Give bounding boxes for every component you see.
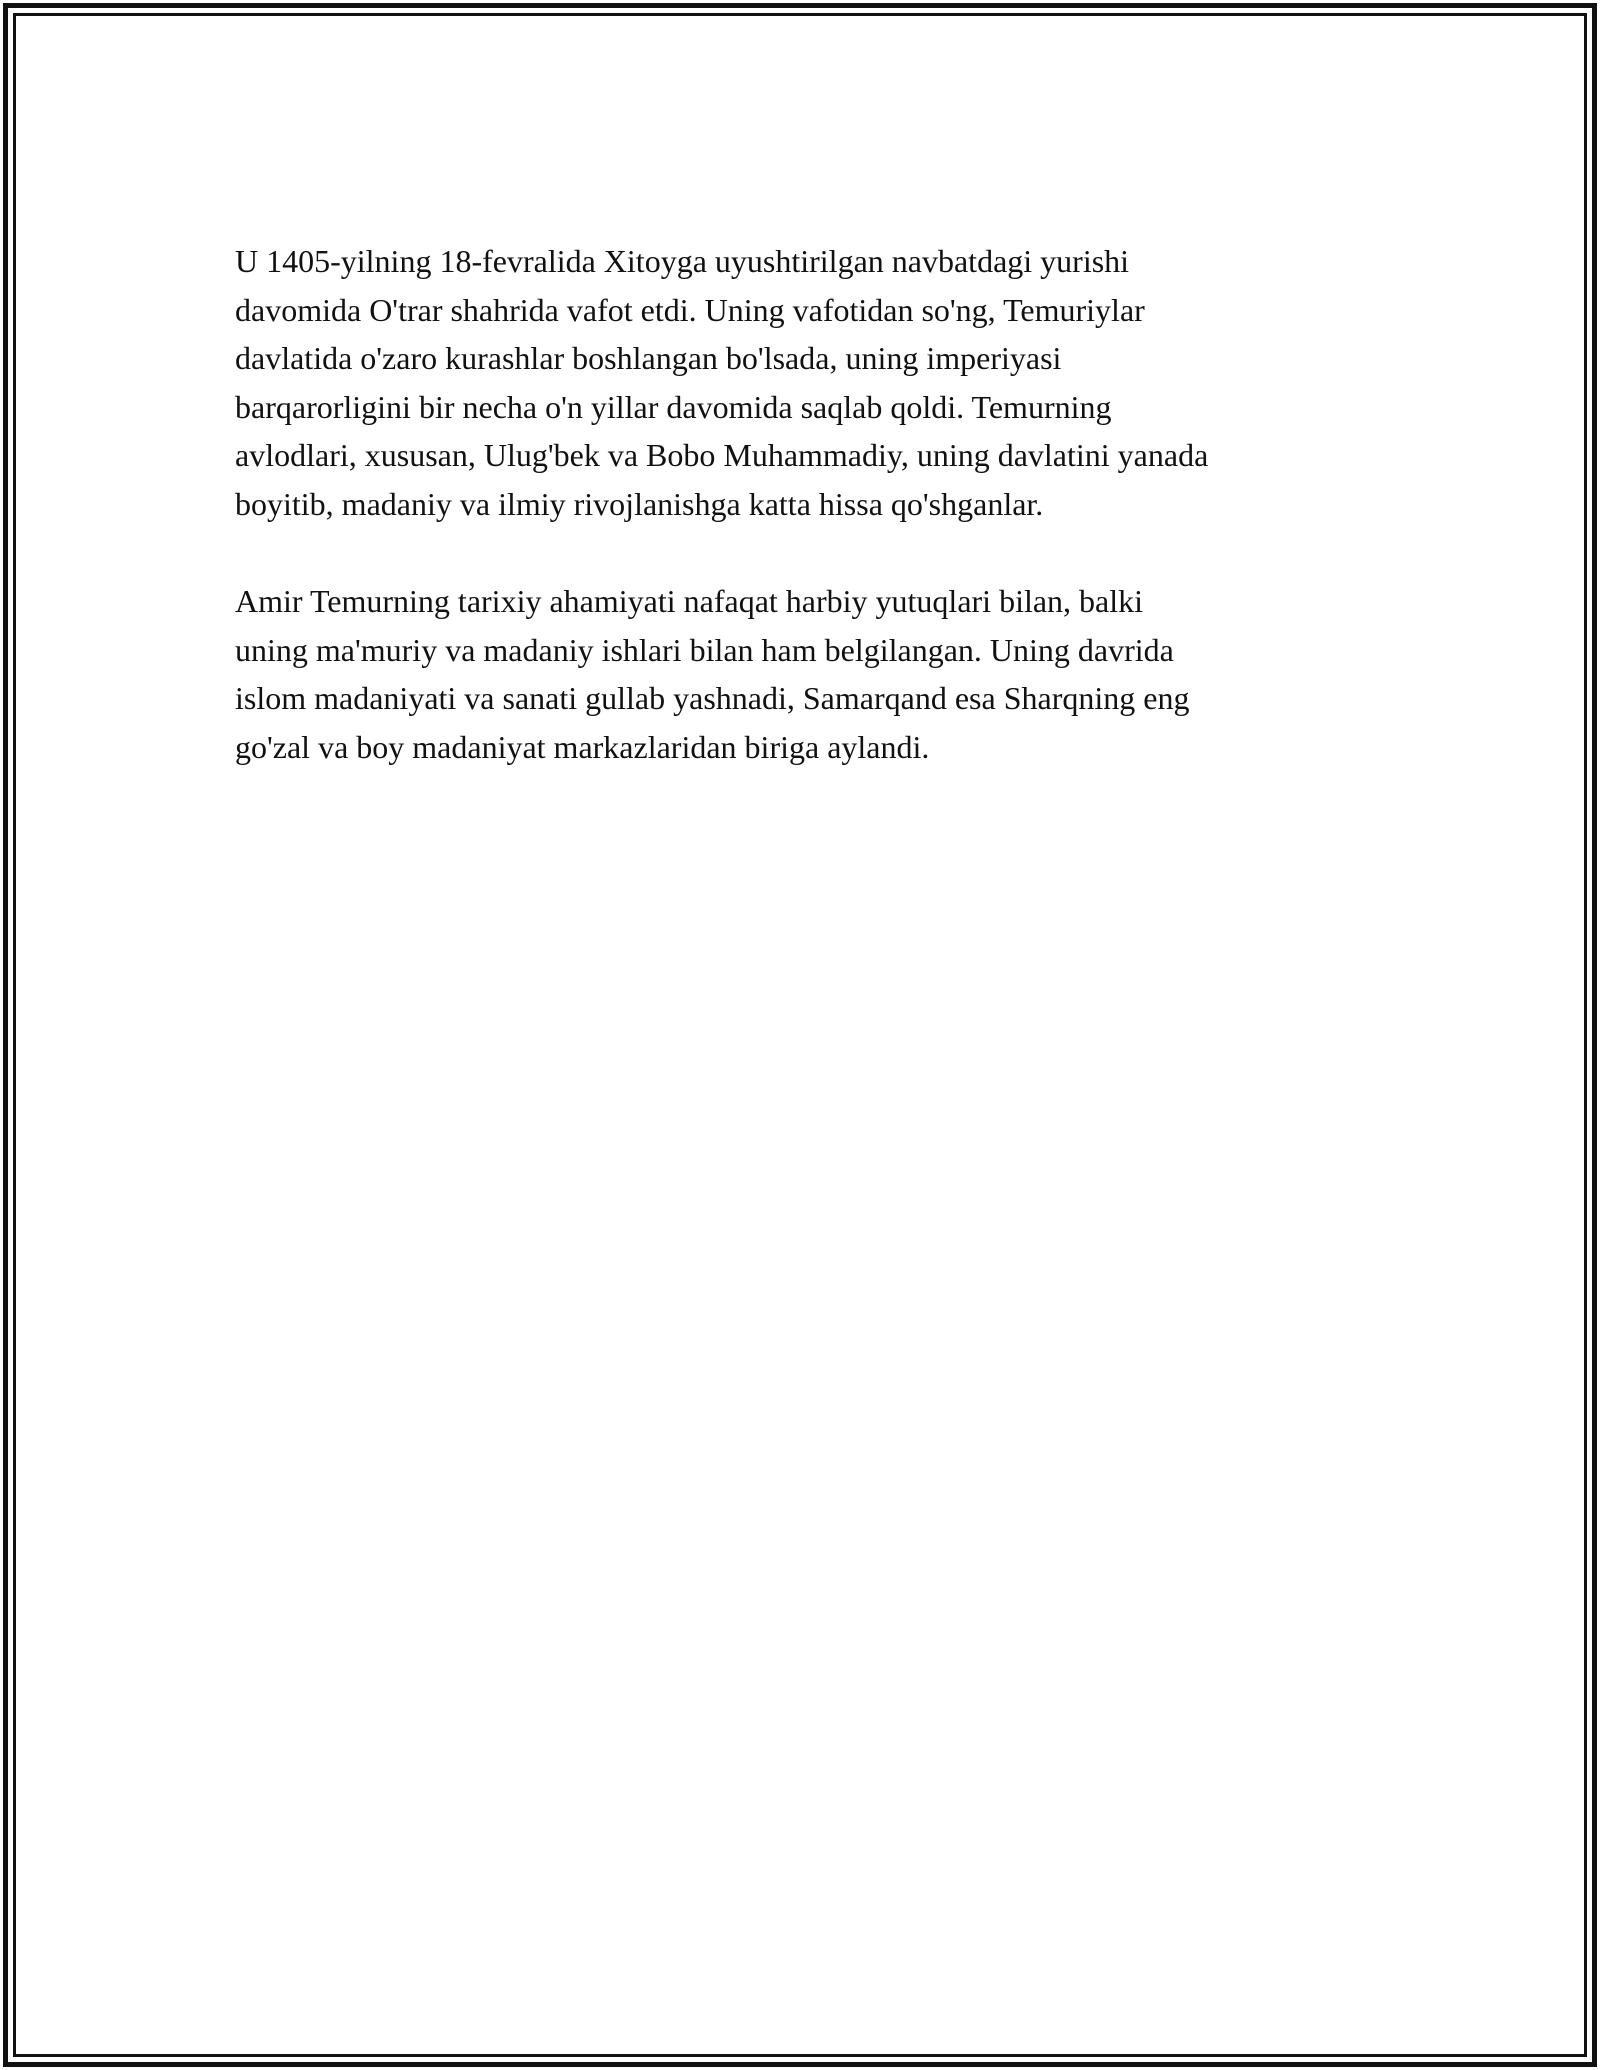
text-line: islom madaniyati va sanati gullab yashnadi, Samarqand esa Sharqning eng bbox=[235, 680, 1190, 716]
text-line: barqarorligini bir necha o'n yillar davomida saqlab qoldi. Temurning bbox=[235, 388, 1112, 425]
text-line: boyitib, madaniy va ilmiy rivojlanishga katta hissa qo'shganlar. bbox=[235, 485, 1044, 522]
text-line: U 1405-yilning 18-fevralida Xitoyga uyushtirilgan navbatdagi yurishi bbox=[235, 243, 1130, 279]
text-line: davomida O'trar shahrida vafot etdi. Uning vafotidan so'ng, Temuriylar bbox=[235, 291, 1145, 328]
paragraph-2 bbox=[235, 577, 1365, 771]
text-line: davlatida o'zaro kurashlar boshlangan bo'lsada, uning imperiyasi bbox=[235, 340, 1062, 376]
paragraph-1 bbox=[235, 237, 1365, 528]
text-line: go'zal va boy madaniyat markazlaridan biriga aylandi. bbox=[235, 728, 930, 765]
text-line: avlodlari, xususan, Ulug'bek va Bobo Muhammadiy, uning davlatini yanada bbox=[235, 437, 1209, 473]
text-line: uning ma'muriy va madaniy ishlari bilan ham belgilangan. Uning davrida bbox=[235, 631, 1174, 668]
document-body bbox=[235, 237, 1365, 771]
text-line: Amir Temurning tarixiy ahamiyati nafaqat harbiy yutuqlari bilan, balki bbox=[235, 583, 1144, 619]
